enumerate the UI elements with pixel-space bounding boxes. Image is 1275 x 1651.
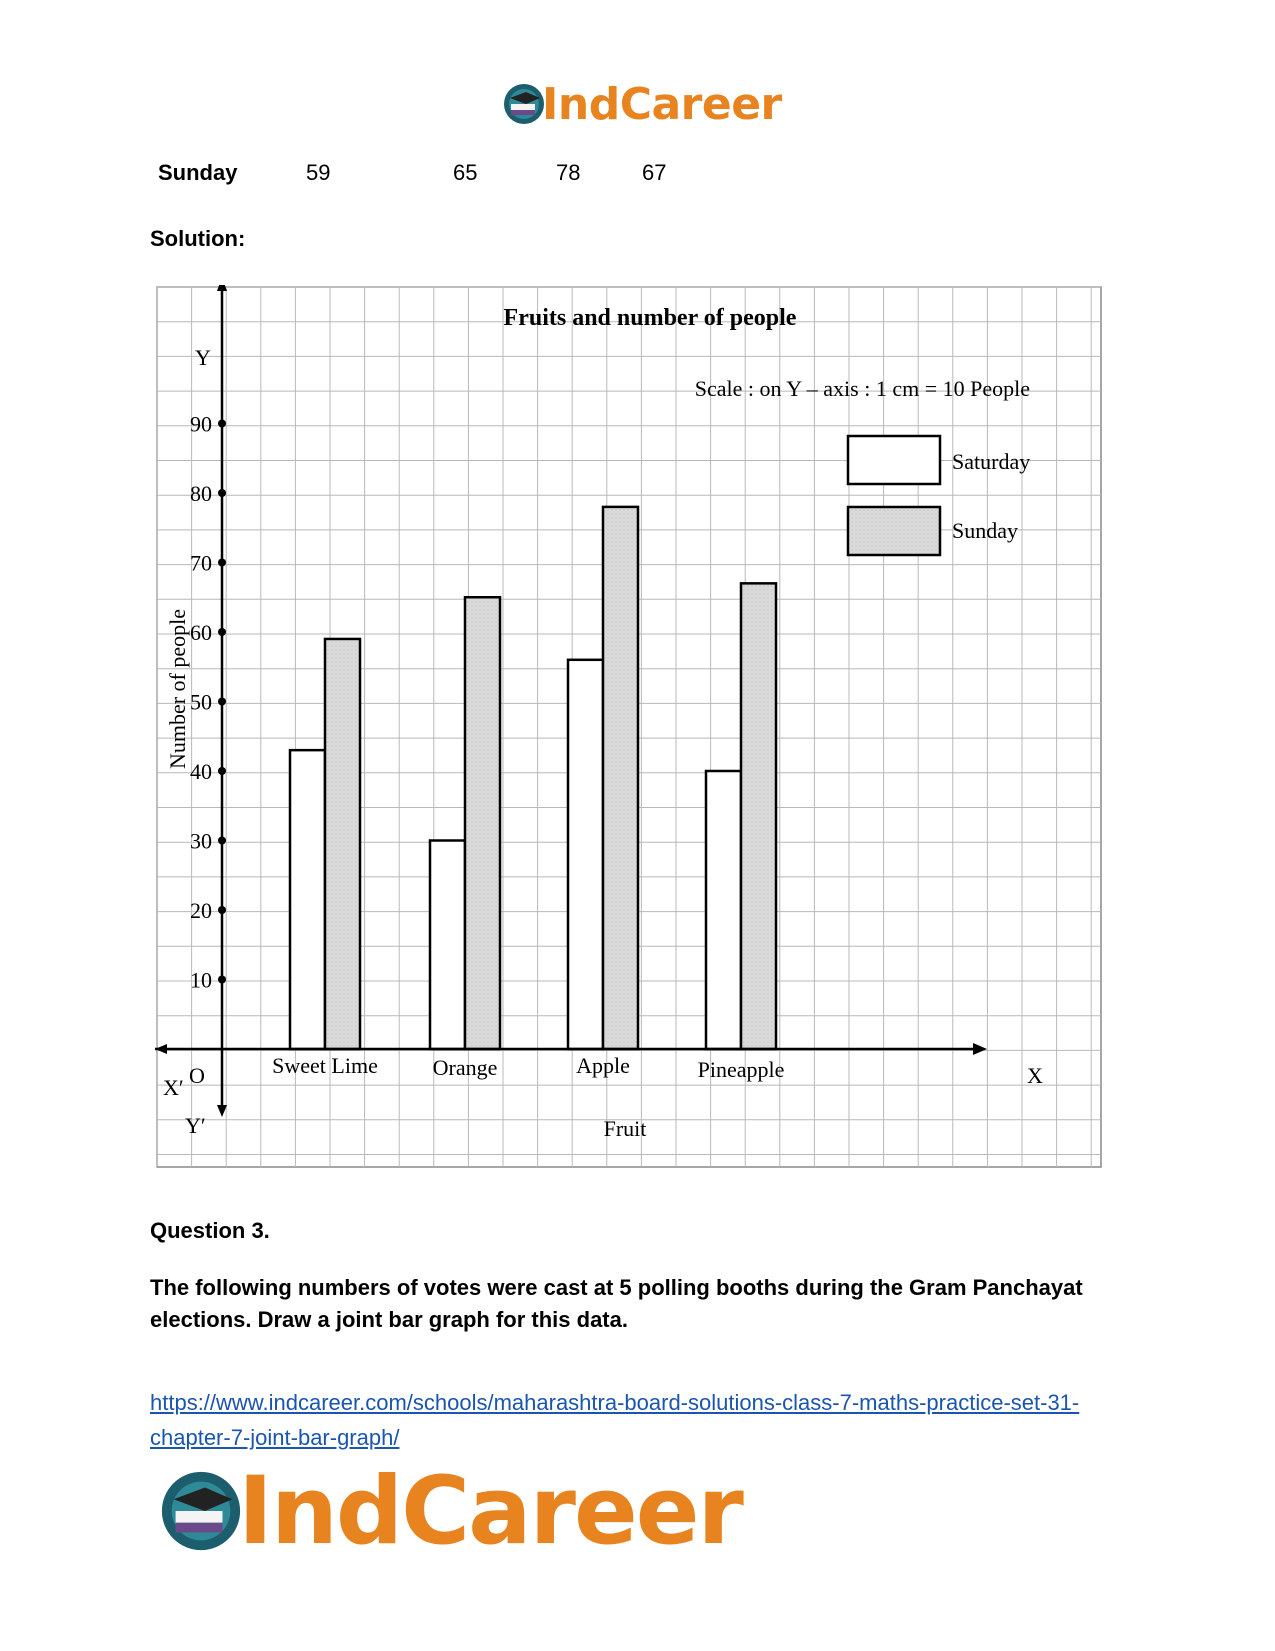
y-axis-title: Number of people [165, 608, 190, 770]
y-tick-dot [218, 906, 226, 914]
y-tick-dot [218, 767, 226, 775]
y-axis-arrow [217, 285, 227, 291]
cell-value: 78 [556, 160, 581, 185]
x-category-label: Apple [576, 1053, 630, 1078]
y-neg-axis-label: Y′ [185, 1113, 206, 1138]
legend-label-saturday: Saturday [952, 449, 1031, 474]
y-tick-label: 50 [190, 689, 212, 715]
y-tick-label: 60 [190, 620, 212, 645]
y-tick-label: 40 [190, 759, 212, 784]
x-neg-axis-label: X′ [163, 1075, 184, 1100]
question-number: Question 3. [150, 1218, 270, 1243]
y-tick-dot [218, 559, 226, 567]
legend-swatch-saturday [848, 436, 940, 484]
brand-logo-top [502, 78, 782, 132]
x-category-label: Orange [432, 1055, 498, 1080]
bar-saturday-pineapple [706, 771, 741, 1049]
bar-saturday-orange [430, 841, 465, 1050]
y-tick-label: 30 [190, 828, 212, 854]
y-tick-label: 80 [190, 481, 212, 506]
y-tick-dot [218, 698, 226, 706]
x-axis-title: Fruit [603, 1116, 647, 1141]
chart-title: Fruits and number of people [503, 305, 797, 331]
y-axis-label: Y [195, 345, 211, 370]
bar-saturday-apple [568, 660, 603, 1049]
bar-sunday-sweet-lime [325, 639, 360, 1049]
joint-bar-chart [155, 285, 1105, 1170]
cell-value: 59 [306, 160, 331, 185]
cell-value: 67 [642, 160, 667, 185]
graduation-cap-icon [502, 82, 546, 126]
y-tick-dot [218, 837, 226, 845]
bar-sunday-apple [603, 507, 638, 1049]
y-tick-dot [218, 489, 226, 497]
bar-sunday-pineapple [741, 583, 776, 1049]
x-axis-label: X [1027, 1063, 1043, 1088]
brand-wordmark: IndCareer [542, 79, 782, 130]
chart-scale-note: Scale : on Y – axis : 1 cm = 10 People [694, 376, 1030, 401]
source-link[interactable]: https://www.indcareer.com/schools/maharashtra-board-solutions-class-7-maths-practice-set-31-chapter-7-joint-bar-graph/ [150, 1390, 1080, 1450]
brand-wordmark: IndCareer [238, 1457, 742, 1566]
bar-saturday-sweet-lime [290, 750, 325, 1049]
table-row-sunday [0, 160, 1275, 190]
y-tick-label: 20 [190, 898, 212, 923]
y-tick-label: 70 [190, 550, 212, 576]
y-tick-dot [218, 420, 226, 428]
origin-label: O [189, 1063, 205, 1088]
legend-swatch-sunday [848, 507, 940, 555]
y-tick-dot [218, 628, 226, 636]
cell-value: 65 [453, 160, 478, 185]
bar-sunday-orange [465, 597, 500, 1049]
y-tick-dot [218, 976, 226, 984]
legend-label-sunday: Sunday [952, 518, 1018, 543]
x-category-label: Pineapple [697, 1057, 785, 1082]
brand-logo-bottom [158, 1457, 742, 1570]
question-text: The following numbers of votes were cast at 5 polling booths during the Gram Panchayat elections. Draw a joint bar graph for this data. [150, 1275, 1083, 1332]
y-tick-label: 90 [190, 411, 212, 437]
graduation-cap-icon [158, 1468, 244, 1554]
x-category-label: Sweet Lime [272, 1053, 378, 1078]
row-label: Sunday [158, 160, 238, 185]
solution-heading: Solution: [150, 226, 246, 251]
y-tick-label: 10 [190, 967, 212, 993]
